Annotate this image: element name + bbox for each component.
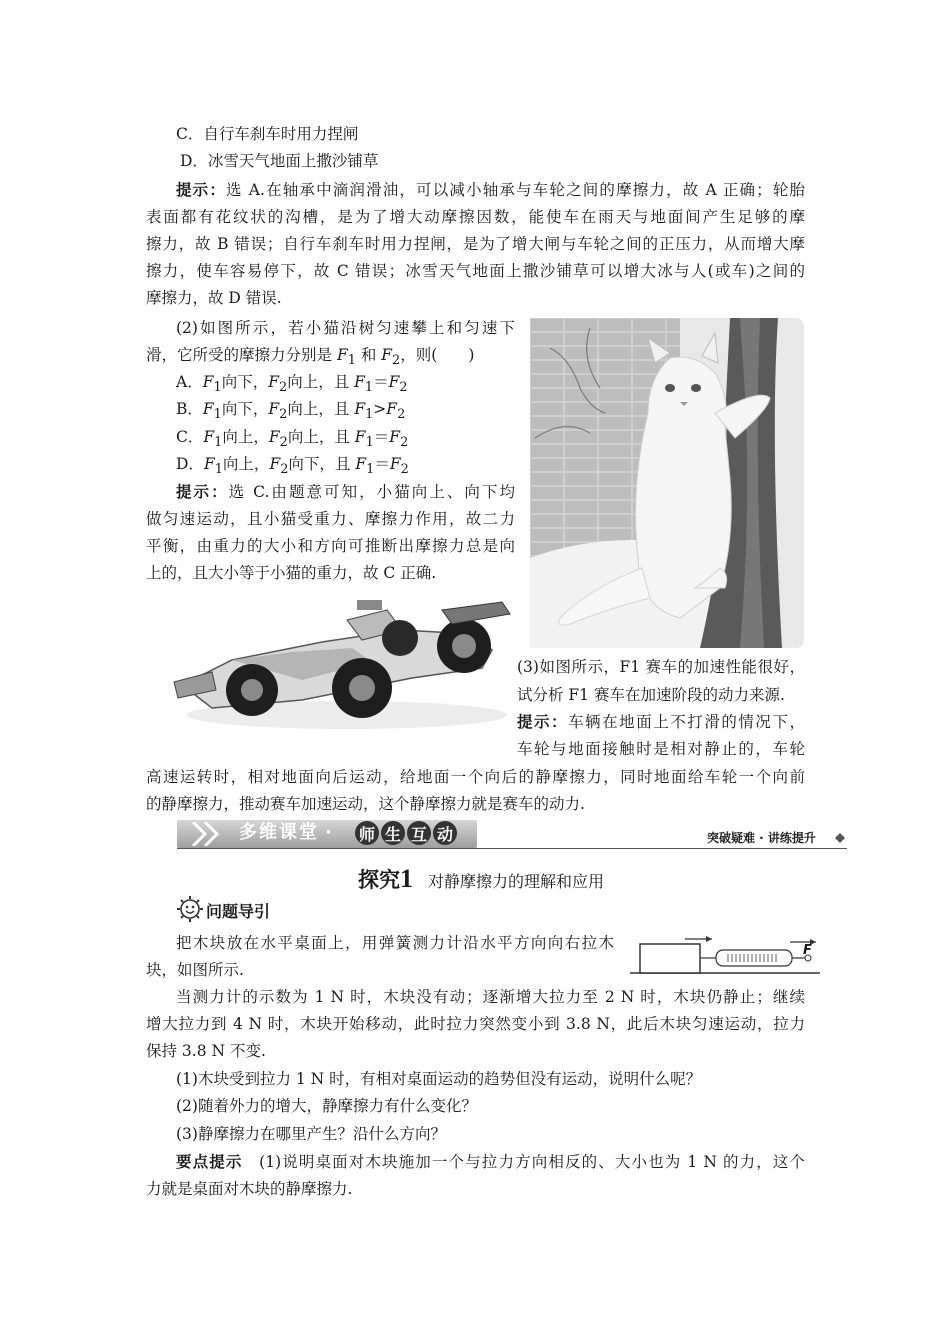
option-d: D．冰雪天气地面上撒沙铺草 <box>180 152 379 170</box>
option-c: C．自行车刹车时用力捏闸 <box>176 125 359 143</box>
banner-badge-3: 互 <box>407 821 431 845</box>
banner-badges <box>355 821 457 847</box>
q2-option-b: B．$F_1$向下，$F_2$向上，且 $F_1>F_2$ <box>176 400 406 423</box>
guide-question-1: (1)木块受到拉力 1 N 时，有相对桌面运动的趋势但没有运动，说明什么呢？ <box>176 1070 702 1088</box>
explore-number: 1 <box>400 864 413 893</box>
banner-title-right: 突破疑难 · 讲练提升 <box>707 831 816 845</box>
hint-label: 提示： <box>176 181 227 199</box>
q2-stem-line-2: 滑，它所受的摩擦力分别是 $F_1$ 和 $F_2$，则( ) <box>146 346 475 369</box>
key-hint-label: 要点提示 <box>176 1153 243 1171</box>
q3-stem-line-1: (3)如图所示，F1 赛车的加速性能很好， <box>517 658 805 676</box>
guide-question-2: (2)随着外力的增大，静摩擦力有什么变化？ <box>176 1097 477 1115</box>
block-spring-scale-diagram <box>630 932 820 977</box>
guide-para-line-3: 保持 3.8 N 不变. <box>146 1042 266 1060</box>
guide-para-line-2: 增大拉力到 4 N 时，木块开始移动，此时拉力突然变小到 3.8 N，此后木块匀速运动，拉力 <box>146 1015 805 1033</box>
q3-stem-line-2: 试分析 F1 赛车在加速阶段的动力来源. <box>517 686 785 704</box>
hint-q1-line-1: 提示：选 A.在轴承中滴润滑油，可以减小轴承与车轮之间的摩擦力，故 A 正确；轮胎 <box>176 181 805 199</box>
key-hint-line-2: 力就是桌面对木块的静摩擦力. <box>146 1180 353 1198</box>
hint-q3-line-1: 提示：车辆在地面上不打滑的情况下， <box>517 713 805 731</box>
hint-q2-line-2: 做匀速运动，且小猫受重力、摩擦力作用，故二力 <box>146 510 515 528</box>
guide-para-line-1: 当测力计的示数为 1 N 时，木块没有动；逐渐增大拉力至 2 N 时，木块仍静止；继续 <box>176 988 805 1006</box>
banner-underline <box>177 848 847 849</box>
banner-badge-2: 生 <box>381 821 405 845</box>
q2-option-c: C．$F_1$向上，$F_2$向上，且 $F_1=F_2$ <box>176 428 409 451</box>
hint-q1-line-4: 擦力，使车容易停下，故 C 错误；冰雪天气地面上撒沙铺草可以增大冰与人(或车)之间的 <box>146 262 805 280</box>
hint-q3-line-4: 的静摩擦力，推动赛车加速运动，这个静摩擦力就是赛车的动力. <box>146 795 585 813</box>
hint-q3-line-2: 车轮与地面接触时是相对静止的，车轮 <box>517 740 805 758</box>
smiley-icon <box>176 895 204 923</box>
section-banner <box>177 820 847 850</box>
hint-q2-line-1: 提示：选 C.由题意可知，小猫向上、向下均 <box>176 483 515 501</box>
cat-on-tree-image <box>530 318 804 648</box>
banner-badge-4: 动 <box>433 821 457 845</box>
explore-title: 对静摩擦力的理解和应用 <box>427 872 604 891</box>
q2-option-d: D．$F_1$向上，$F_2$向下，且 $F_1=F_2$ <box>176 455 409 478</box>
diamond-icon <box>835 833 845 843</box>
guide-title: 问题导引 <box>206 902 271 921</box>
q2-stem-line-1: (2)如图所示，若小猫沿树匀速攀上和匀速下 <box>176 319 515 337</box>
banner-chevron-icon <box>191 822 231 846</box>
explore-label: 探究 <box>358 868 400 892</box>
hint-q1-line-2: 表面都有花纹状的沟槽，是为了增大动摩擦因数，能使车在雨天与地面间产生足够的摩 <box>146 208 805 226</box>
f1-race-car-image <box>172 590 516 734</box>
guide-question-3: (3)静摩擦力在哪里产生？沿什么方向？ <box>176 1125 446 1143</box>
hint-q3-line-3: 高速运转时，相对地面向后运动，给地面一个向后的静摩擦力，同时地面给车轮一个向前 <box>146 768 805 786</box>
hint-q1-line-3: 擦力，故 B 错误；自行车刹车时用力捏闸，是为了增大闸与车轮之间的正压力，从而增大摩 <box>146 235 805 253</box>
banner-badge-1: 师 <box>355 821 379 845</box>
explore-heading <box>358 866 604 895</box>
q2-option-a: A．$F_1$向下，$F_2$向上，且 $F_1=F_2$ <box>176 373 408 396</box>
guide-intro-line-2: 块，如图所示. <box>146 961 244 979</box>
guide-intro-line-1: 把木块放在水平桌面上，用弹簧测力计沿水平方向向右拉木 <box>176 934 614 952</box>
hint-q2-line-3: 平衡，由重力的大小和方向可推断出摩擦力总是向 <box>146 537 515 555</box>
banner-title-left: 多维课堂 · <box>239 822 334 843</box>
hint-q1-line-5: 摩擦力，故 D 错误. <box>146 289 282 307</box>
force-label: F <box>803 943 812 958</box>
key-hint-line-1: 要点提示 (1)说明桌面对木块施加一个与拉力方向相反的、大小也为 1 N 的力，这个 <box>176 1153 805 1171</box>
hint-q2-line-4: 上的，且大小等于小猫的重力，故 C 正确. <box>146 564 437 582</box>
